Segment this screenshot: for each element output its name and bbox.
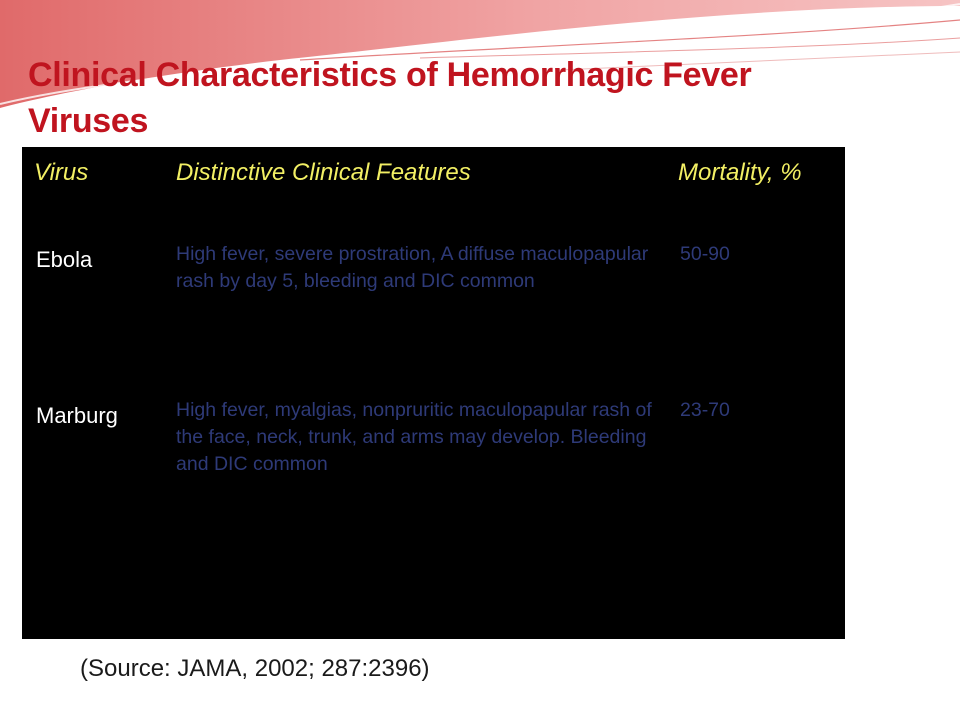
mortality-cell: 50-90 [680, 243, 730, 265]
mortality-cell: 23-70 [680, 399, 730, 421]
column-header-clinical-features: Distinctive Clinical Features [176, 159, 471, 186]
virus-cell: Marburg [36, 403, 118, 428]
table-row [22, 233, 845, 393]
source-citation: (Source: JAMA, 2002; 287:2396) [80, 655, 430, 682]
column-header-mortality: Mortality, % [678, 159, 802, 186]
features-cell: High fever, myalgias, nonpruritic maculopapular rash of the face, neck, trunk, and arms may develop. Bleeding and DIC common [176, 399, 652, 475]
table-header-row [22, 147, 845, 233]
virus-cell: Ebola [36, 247, 93, 272]
clinical-characteristics-table-panel [22, 147, 845, 639]
features-cell: High fever, severe prostration, A diffuse maculopapular rash by day 5, bleeding and DIC common [176, 243, 649, 292]
slide-title: Clinical Characteristics of Hemorrhagic Fever Viruses [28, 56, 752, 140]
clinical-characteristics-table [22, 147, 845, 639]
column-header-virus: Virus [34, 159, 89, 186]
table-row [22, 393, 845, 639]
